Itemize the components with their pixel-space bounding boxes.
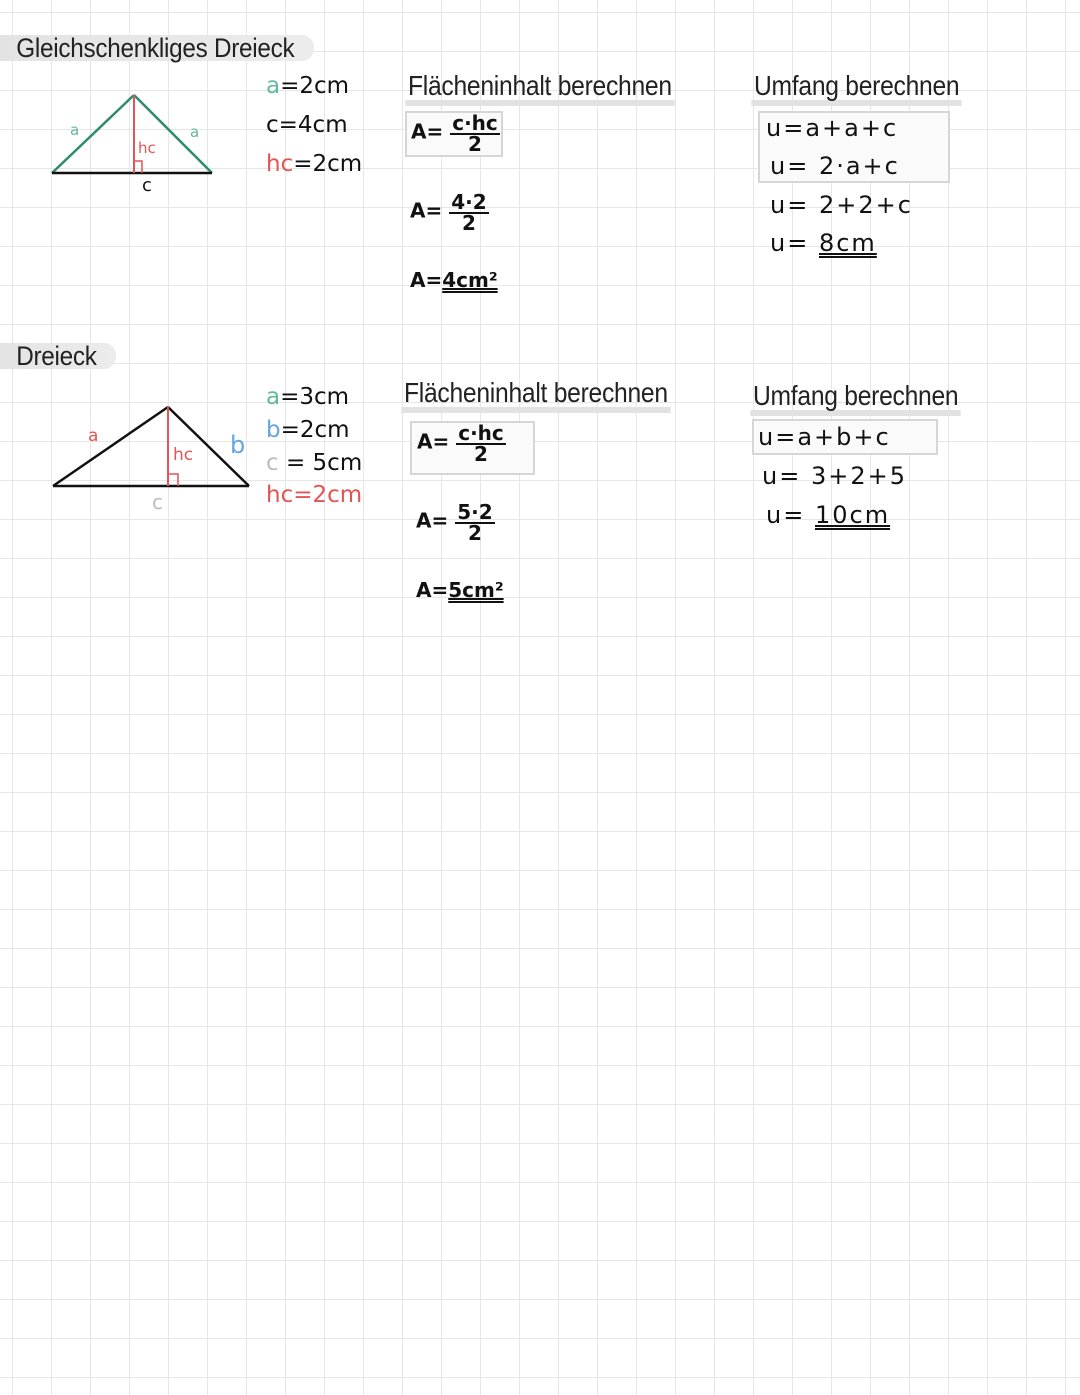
label-a-left: a <box>70 121 80 139</box>
given-a: a=3cm <box>266 384 350 410</box>
label-a-right: a <box>190 123 200 141</box>
right-angle-marker <box>134 161 142 173</box>
perimeter-line2-2: u= 3+2+5 <box>762 462 907 490</box>
perimeter-result-1: u= 8cm <box>770 229 877 257</box>
section2-heading: Dreieck <box>0 343 116 369</box>
right-angle-marker <box>168 474 178 486</box>
given-hc: hc=2cm <box>266 151 363 177</box>
perimeter-line3-1: u= 2+2+c <box>770 191 913 219</box>
label-b: b <box>230 431 246 459</box>
label-c: c <box>152 490 163 514</box>
area-title-1: Flächeninhalt berechnen <box>408 70 672 101</box>
given-c: c = 5cm <box>266 450 363 476</box>
side-a-left <box>52 95 134 173</box>
area-step-2: A= $\frac{5\cdot 2}{2}$ <box>416 500 493 545</box>
area-step-1: A= $\frac{4\cdot 2}{2}$ <box>410 190 487 235</box>
given-a: a=2cm <box>266 73 350 99</box>
area-formula-box-1: A= $\frac{c\cdot hc}{2}$ <box>405 111 503 157</box>
label-hc: hc <box>173 445 194 465</box>
label-hc: hc <box>138 139 156 157</box>
given-c: c=4cm <box>266 112 348 138</box>
section1-heading: Gleichschenkliges Dreieck <box>0 35 314 61</box>
perimeter-line2-1: u= 2·a+c <box>770 152 900 180</box>
area-result-1: A=4cm² <box>410 268 498 292</box>
given-b: b=2cm <box>266 417 350 443</box>
perimeter-formula-box-2: u=a+b+c <box>752 419 938 455</box>
area-formula-box-2: A= $\frac{c\cdot hc}{2}$ <box>410 421 535 475</box>
side-a <box>53 407 168 486</box>
perimeter-title-1: Umfang berechnen <box>754 70 960 101</box>
perimeter-line1-1: u=a+a+c <box>766 114 899 142</box>
area-title-2: Flächeninhalt berechnen <box>404 377 668 408</box>
perimeter-title-2: Umfang berechnen <box>753 380 959 411</box>
given-hc: hc=2cm <box>266 482 363 508</box>
triangle-figure <box>40 395 270 520</box>
area-result-2: A=5cm² <box>416 578 504 602</box>
isosceles-triangle-figure <box>40 85 230 200</box>
label-a: a <box>88 426 99 446</box>
label-c: c <box>142 175 152 196</box>
perimeter-result-2: u= 10cm <box>766 501 891 529</box>
side-a-right <box>134 95 212 173</box>
